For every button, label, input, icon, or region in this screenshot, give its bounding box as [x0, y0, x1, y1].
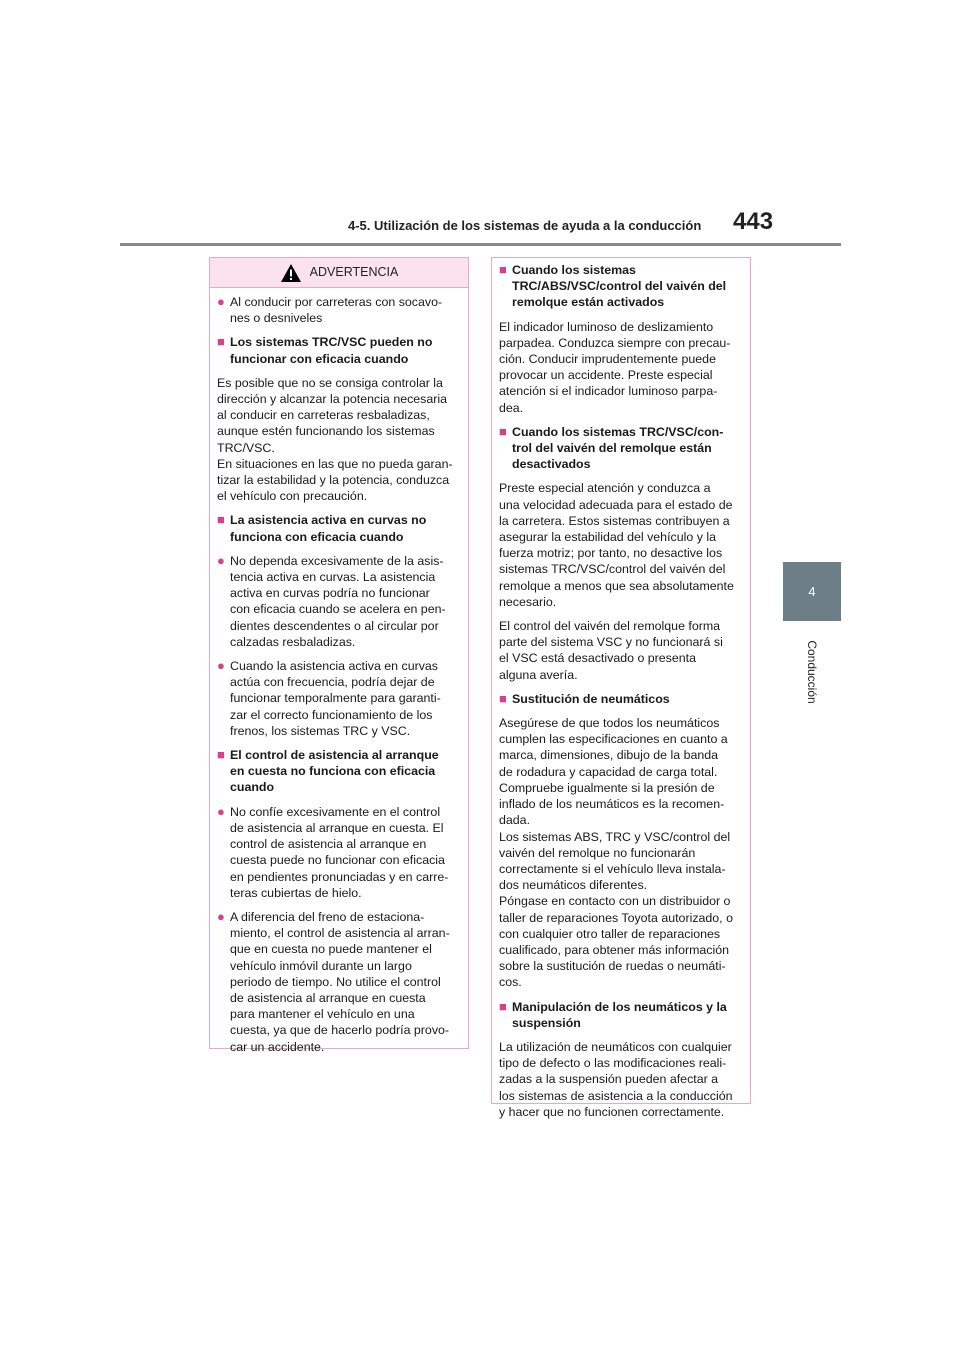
- chapter-label: Conducción: [805, 640, 819, 704]
- header-rule: [120, 243, 841, 246]
- list-item: ● Al conducir por carreteras con socavo- nes o desniveles: [217, 294, 443, 326]
- page-number: 443: [733, 208, 774, 235]
- square-bullet-icon: ■: [217, 747, 225, 763]
- list-item: ● No dependa excesivamente de la asis- tencia activa en curvas. La asistencia activa en curvas podría no funcionar con eficacia cuando se acelera en pen- dientes descendentes o al circular por calzadas resbaladizas.: [217, 552, 446, 649]
- paragraph: La utilización de neumáticos con cualquier tipo de defecto o las modificaciones reali- zadas a la suspensión pueden afectar a los sistemas de asistencia a la conducción y hacer que no funcionen correctamente.: [499, 1039, 733, 1119]
- square-bullet-icon: ■: [217, 334, 225, 350]
- paragraph: Es posible que no se consiga controlar la dirección y alcanzar la potencia necesaria al conducir en carreteras resbaladizas, aunque estén funcionando los sistemas TRC/VSC. En situaciones en las que no pueda garan- tizar la estabilidad y la potencia, conduzca el vehículo con precaución.: [217, 375, 453, 504]
- paragraph: Preste especial atención y conduzca a una velocidad adecuada para el estado de la carretera. Estos sistemas contribuyen a asegurar la estabilidad del vehículo y la fuerza motriz; por tanto, no desactive los sistemas TRC/VSC/control del vaivén del remolque a menos que sea absolutamente necesario.: [499, 481, 734, 609]
- circle-bullet-icon: ●: [217, 803, 225, 819]
- list-item: ● Cuando la asistencia activa en curvas actúa con frecuencia, podría dejar de funcionar temporalmente para garanti- zar el correcto funcionamiento de los frenos, los sistemas TRC y VSC.: [217, 658, 441, 738]
- chapter-number: 4: [808, 584, 816, 599]
- subsection-heading: ■ La asistencia activa en curvas no funciona con eficacia cuando: [217, 512, 427, 544]
- square-bullet-icon: ■: [499, 423, 507, 439]
- chapter-tab: [783, 562, 841, 621]
- list-item: ● A diferencia del freno de estaciona- miento, el control de asistencia al arran- que en cuesta no puede mantener el vehículo inmóvil durante un largo periodo de tiempo. No utilice el control de asistencia al arranque en cuesta para mantener el vehículo en una cuesta, ya que de hacerlo podría provo- car un accidente.: [217, 908, 450, 1054]
- subsection-heading: ■ Cuando los sistemas TRC/VSC/con- trol del vaivén del remolque están desactivados: [499, 423, 724, 472]
- paragraph: Asegúrese de que todos los neumáticos cumplen las especificaciones en cuanto a marca, dimensiones, dibujo de la banda de rodadura y capacidad de carga total. Compruebe igualmente si la presión de inflado de los neumáticos es la recomen- dada. Los sistemas ABS, TRC y VSC/control del vaivén del remolque no funcionarán correctamente si el vehículo lleva instala- dos neumáticos diferentes. Póngase en contacto con un distribuidor o taller de reparaciones Toyota autorizado, o con cualquier otro taller de reparaciones cualificado, para obtener más información sobre la sustitución de ruedas o neumáti- cos.: [499, 716, 733, 990]
- paragraph: El indicador luminoso de deslizamiento parpadea. Conduzca siempre con precau- ción. Conducir imprudentemente puede provocar un accidente. Preste especial atención si el indicador luminoso parpa- dea.: [499, 319, 731, 415]
- subsection-heading: ■ Cuando los sistemas TRC/ABS/VSC/control del vaivén del remolque están activados: [499, 262, 727, 310]
- subsection-heading: ■ Los sistemas TRC/VSC pueden no funcionar con eficacia cuando: [217, 334, 433, 366]
- square-bullet-icon: ■: [499, 998, 507, 1014]
- square-bullet-icon: ■: [499, 262, 507, 277]
- square-bullet-icon: ■: [217, 512, 225, 528]
- circle-bullet-icon: ●: [217, 908, 225, 924]
- warning-title: ADVERTENCIA: [309, 265, 399, 280]
- subsection-heading: ■ El control de asistencia al arranque en cuesta no funciona con eficacia cuando: [217, 747, 439, 795]
- circle-bullet-icon: ●: [217, 294, 225, 309]
- subsection-heading: ■ Manipulación de los neumáticos y la suspensión: [499, 998, 727, 1030]
- warning-triangle-icon: [280, 263, 302, 283]
- circle-bullet-icon: ●: [217, 658, 225, 674]
- paragraph: El control del vaivén del remolque forma parte del sistema VSC y no funcionará si el VSC está desactivado o presenta alguna avería.: [499, 619, 723, 682]
- circle-bullet-icon: ●: [217, 552, 225, 568]
- warning-header: [210, 258, 468, 288]
- header-section-title: 4-5. Utilización de los sistemas de ayuda a la conducción: [348, 218, 702, 233]
- list-item: ● No confíe excesivamente en el control de asistencia al arranque en cuesta. El control de asistencia al arranque en cuesta puede no funcionar con eficacia en pendientes pronunciadas y en carre- teras cubiertas de hielo.: [217, 803, 449, 900]
- warning-box: [209, 257, 469, 1054]
- square-bullet-icon: ■: [499, 690, 507, 706]
- warning-box-continued: [491, 257, 751, 1119]
- subsection-heading: ■ Sustitución de neumáticos: [499, 690, 670, 706]
